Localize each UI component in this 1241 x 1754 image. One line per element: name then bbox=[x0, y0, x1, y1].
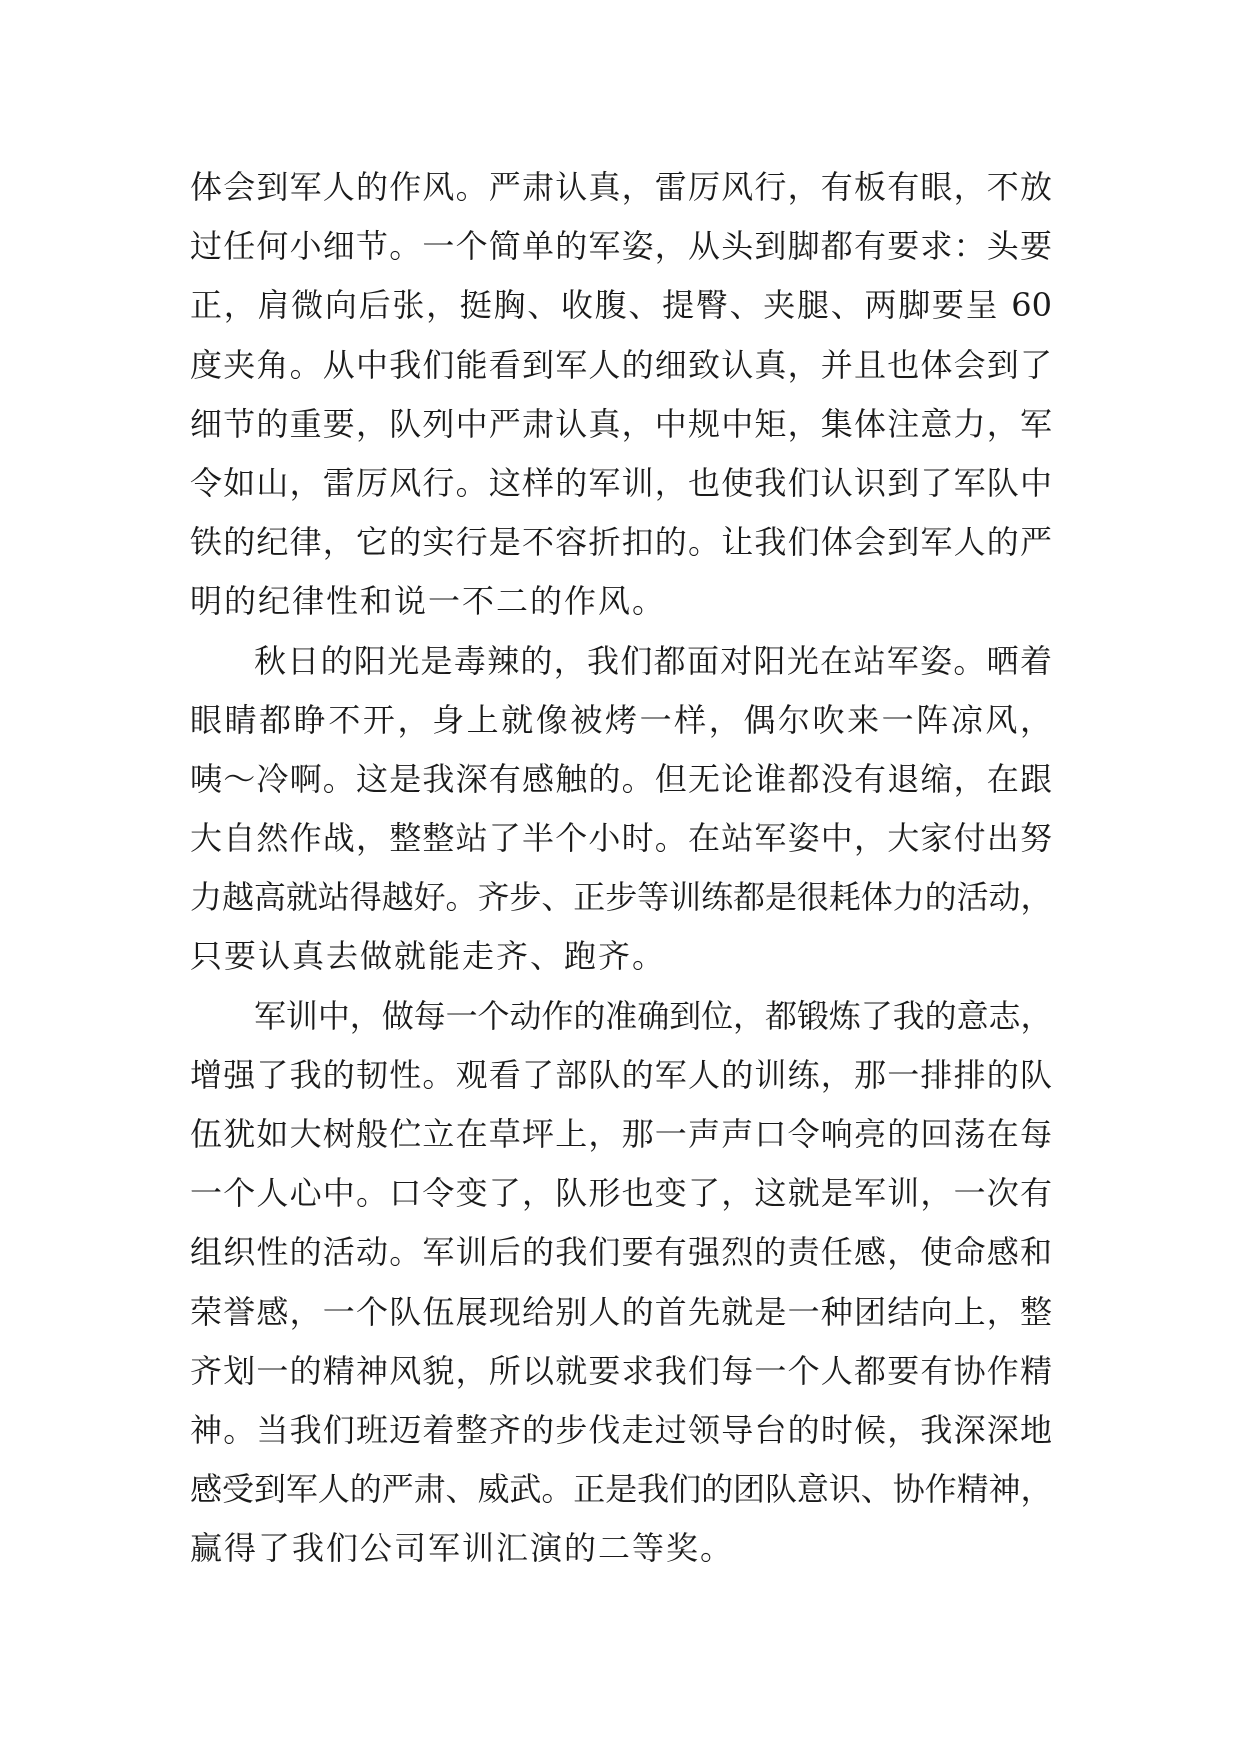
text-line: 赢得了我们公司军训汇演的二等奖。 bbox=[190, 1529, 735, 1568]
text-line: 明的纪律性和说一不二的作风。 bbox=[190, 582, 667, 621]
text-line: 一个人心中。口令变了，队形也变了，这就是军训，一次有 bbox=[190, 1174, 1052, 1213]
text-line: 度夹角。从中我们能看到军人的细致认真，并且也体会到了 bbox=[190, 345, 1052, 384]
text-line: 过任何小细节。一个简单的军姿，从头到脚都有要求：头要 bbox=[190, 227, 1052, 266]
text-line: 大自然作战，整整站了半个小时。在站军姿中，大家付出努 bbox=[190, 819, 1052, 858]
text-line: 增强了我的韧性。观看了部队的军人的训练，那一排排的队 bbox=[190, 1055, 1052, 1094]
text-line: 感受到军人的严肃、威武。正是我们的团队意识、协作精神， bbox=[190, 1470, 1052, 1509]
text-line: 正，肩微向后张，挺胸、收腹、提臀、夹腿、两脚要呈 60 bbox=[190, 286, 1052, 325]
text-line: 体会到军人的作风。严肃认真，雷厉风行，有板有眼，不放 bbox=[190, 168, 1052, 206]
body-text bbox=[190, 158, 1052, 1579]
text-line: 伍犹如大树般伫立在草坪上，那一声声口令响亮的回荡在每 bbox=[190, 1115, 1052, 1153]
text-line: 军训中，做每一个动作的准确到位，都锻炼了我的意志， bbox=[254, 996, 1052, 1035]
text-line: 神。当我们班迈着整齐的步伐走过领导台的时候，我深深地 bbox=[190, 1410, 1052, 1449]
text-line: 只要认真去做就能走齐、跑齐。 bbox=[190, 937, 667, 976]
text-line: 力越高就站得越好。齐步、正步等训练都是很耗体力的活动， bbox=[190, 878, 1052, 917]
text-line: 眼睛都睁不开，身上就像被烤一样，偶尔吹来一阵凉风， bbox=[190, 700, 1052, 739]
text-line: 组织性的活动。军训后的我们要有强烈的责任感，使命感和 bbox=[190, 1233, 1052, 1272]
text-line: 荣誉感，一个队伍展现给别人的首先就是一种团结向上，整 bbox=[190, 1292, 1052, 1331]
text-line: 铁的纪律，它的实行是不容折扣的。让我们体会到军人的严 bbox=[190, 523, 1052, 562]
text-line: 细节的重要，队列中严肃认真，中规中矩，集体注意力，军 bbox=[190, 404, 1052, 443]
text-line: 秋日的阳光是毒辣的，我们都面对阳光在站军姿。晒着 bbox=[254, 641, 1052, 680]
text-line: 令如山，雷厉风行。这样的军训，也使我们认识到了军队中 bbox=[190, 463, 1052, 502]
text-line: 齐划一的精神风貌，所以就要求我们每一个人都要有协作精 bbox=[190, 1351, 1052, 1390]
text-line: 咦～冷啊。这是我深有感触的。但无论谁都没有退缩，在跟 bbox=[190, 759, 1052, 798]
